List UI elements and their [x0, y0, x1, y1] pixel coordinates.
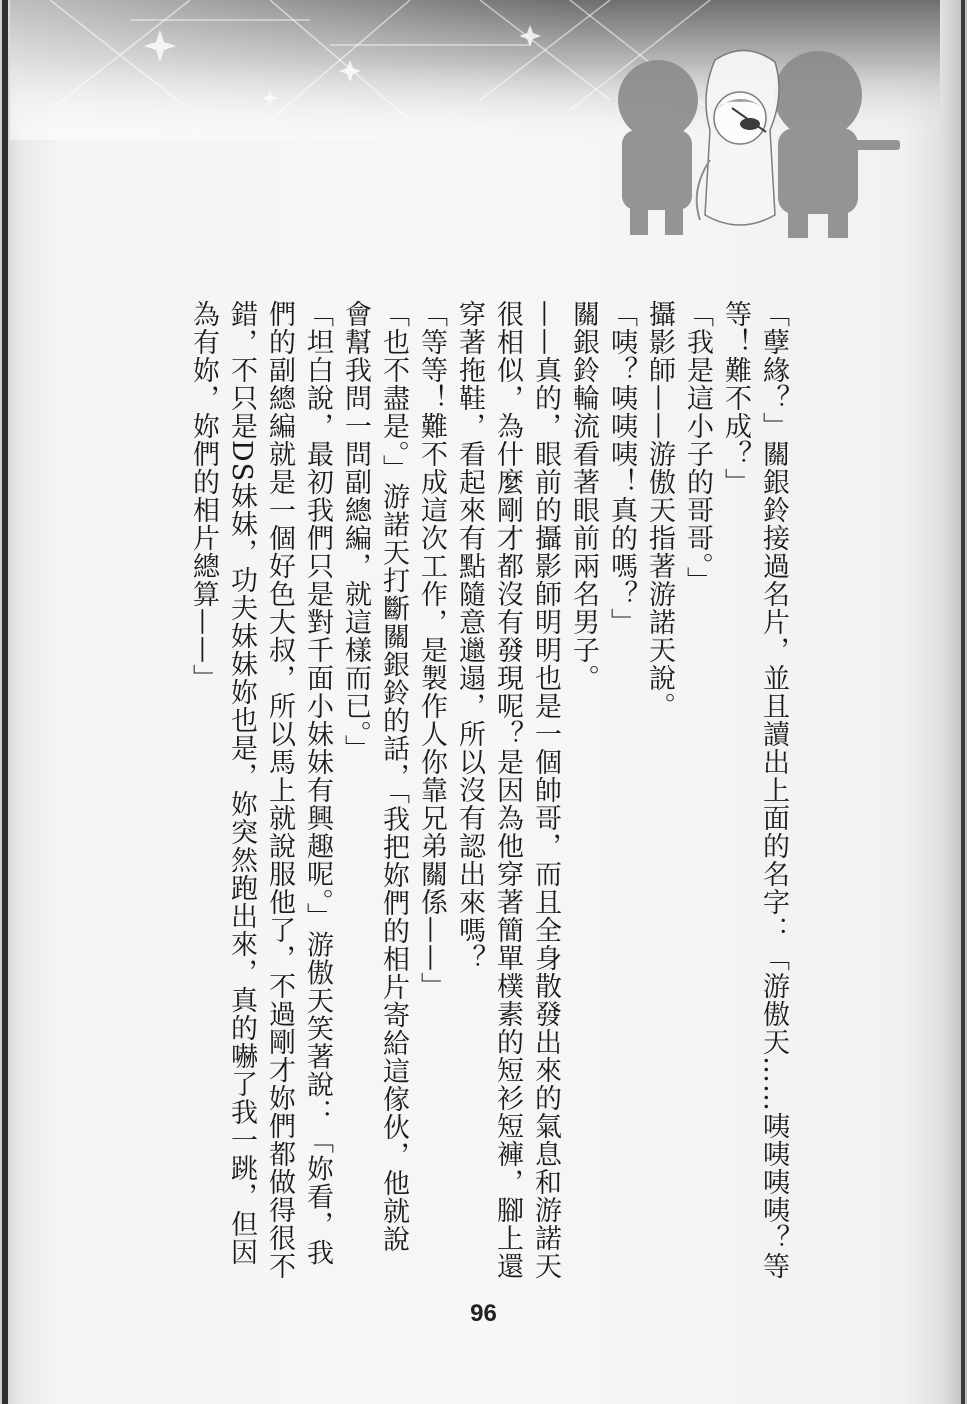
book-binding-edge [2, 0, 8, 1404]
paragraph: ——真的，眼前的攝影師明明也是一個帥哥，而且全身散發出來的氣息和游諾天很相似，為什麼剛才都沒有發現呢？是因為他穿著簡單樸素的短衫短褲，腳上還穿著拖鞋，看起來有點隨意邋遢，所以沒有認出來嗎？ [454, 300, 561, 1280]
paragraph: 「咦？咦咦咦！真的嗎？」 [606, 300, 637, 636]
page-outer-edge [961, 0, 965, 1404]
vertical-body-text [184, 300, 792, 1280]
paragraph: 「孽緣？」關銀鈴接過名片，並且讀出上面的名字：「游傲天……咦咦咦咦？等等！難不成？」 [720, 300, 789, 1280]
paragraph: 攝影師——游傲天指著游諾天說。 [644, 300, 675, 720]
page-number: 96 [470, 1300, 497, 1327]
paragraph: 「等等！難不成這次工作，是製作人你靠兄弟關係——」 [416, 300, 447, 1000]
paragraph: 「也不盡是。」游諾天打斷關銀鈴的話，「我把妳們的相片寄給這傢伙，他就說會幫我問一問副總編，就這樣而已。」 [340, 300, 409, 1253]
paragraph: 關銀鈴輪流看著眼前兩名男子。 [568, 300, 599, 692]
paragraph: 「我是這小子的哥哥。」 [682, 300, 713, 595]
chapter-header-illustration [10, 0, 940, 250]
paragraph: 「坦白說，最初我們只是對千面小妹妹有興趣呢。」游傲天笑著說：「妳看，我們的副總編就是一個好色大叔，所以馬上就說服他了，不過剛才妳們都做得很不錯，不只是DS妹妹，功夫妹妹妳也是，妳突然跑出來，真的嚇了我一跳，但因為有妳，妳們的相片總算——」 [188, 300, 333, 1280]
